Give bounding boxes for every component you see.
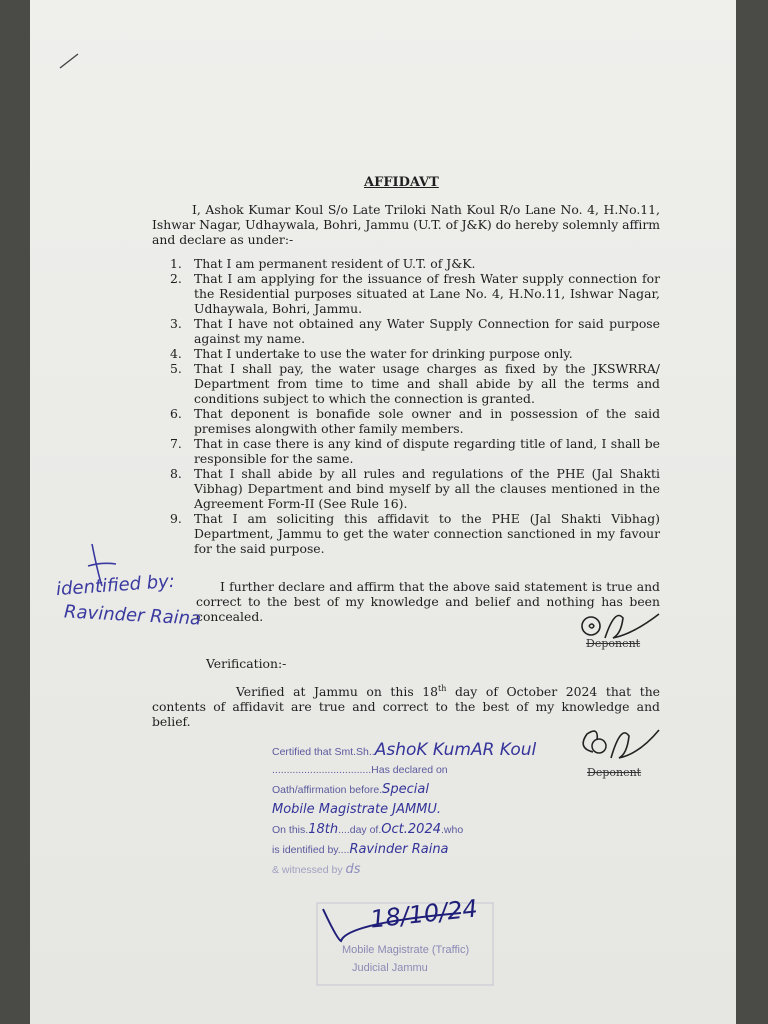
deponent-label-2: Deponent — [587, 766, 642, 779]
stamp-identified-row — [272, 840, 532, 860]
list-item — [170, 316, 660, 346]
certified-name-handwritten: AshoK KumAR Koul — [374, 740, 537, 760]
item-number: 3. — [170, 316, 182, 331]
declared-label: ..................................Has declared on — [272, 764, 448, 776]
witnessed-label: & witnessed by — [272, 864, 343, 876]
identified-label: is identified by.... — [272, 844, 350, 856]
item-text: That I am permanent resident of U.T. of J&K. — [194, 256, 476, 271]
margin-ravinder-signature: Ravinder Raina — [63, 601, 202, 630]
pen-mark — [58, 46, 88, 76]
item-text: That I am soliciting this affidavit to the PHE (Jal Shakti Vibhag) Department, Jammu to get the water connection sanctioned in my favour for the said purpose. — [194, 511, 660, 556]
list-item — [170, 346, 660, 361]
item-text: That I shall abide by all rules and regulations of the PHE (Jal Shakti Vibhag) Department and bind myself by all the clauses mentioned in the Agreement Form-II (See Rule 16). — [194, 466, 660, 511]
list-item — [170, 406, 660, 436]
further-declaration: I further declare and affirm that the above said statement is true and correct to the best of my knowledge and belief and nothing has been concealed. — [196, 579, 660, 624]
stamp-certified-row — [272, 740, 537, 760]
item-number: 4. — [170, 346, 182, 361]
verification-heading: Verification:- — [206, 656, 287, 671]
item-number: 7. — [170, 436, 182, 451]
month-handwritten: Oct — [381, 822, 404, 837]
affidavit-page — [30, 0, 736, 1024]
item-text: That deponent is bonafide sole owner and in possession of the said premises alongwith other family members. — [194, 406, 660, 436]
item-number: 5. — [170, 361, 182, 376]
year-handwritten: .2024 — [403, 822, 441, 837]
stamp-witnessed-row — [272, 860, 532, 880]
intro-paragraph: I, Ashok Kumar Koul S/o Late Triloki Nath Koul R/o Lane No. 4, H.No.11, Ishwar Nagar, Udhaywala, Bohri, Jammu (U.T. of J&K) do hereby solemnly affirm and declare as under:- — [152, 202, 660, 247]
certification-stamp — [272, 740, 537, 880]
on-this-label: On this. — [272, 824, 309, 836]
list-item — [170, 256, 660, 271]
stamp-oath-row-2 — [272, 800, 532, 820]
stamp-date-row — [272, 820, 532, 840]
seal-line-1: Mobile Magistrate (Traffic) — [342, 944, 470, 956]
item-number: 8. — [170, 466, 182, 481]
deponent-signature-2 — [575, 720, 665, 770]
list-item — [170, 511, 660, 556]
verified-text-end: day of October 2024 that the contents of affidavit are true and correct to the best of my knowledge and belief. — [152, 684, 661, 730]
declaration-list — [170, 256, 660, 556]
item-text: That I shall pay, the water usage charges as fixed by the JKSWRRA/ Department from time to time and shall abide by all the terms and conditions subject to which the connection is granted. — [194, 361, 660, 406]
verified-text-start: Verified at Jammu on this 18 — [236, 684, 439, 700]
item-number: 9. — [170, 511, 182, 526]
list-item — [170, 361, 660, 406]
item-number: 1. — [170, 256, 182, 271]
handwritten-date: 18/10/24 — [368, 894, 479, 934]
item-number: 6. — [170, 406, 182, 421]
item-text: That in case there is any kind of dispute regarding title of land, I shall be responsible for the same. — [194, 436, 660, 466]
witnessed-handwritten: ds — [345, 862, 361, 877]
certified-label: Certified that Smt.Sh.. — [272, 746, 375, 758]
day-of-label: ....day of. — [338, 824, 382, 836]
item-text: That I have not obtained any Water Supply Connection for said purpose against my name. — [194, 316, 660, 346]
stamp-oath-row — [272, 780, 532, 800]
day-handwritten: 18th — [308, 822, 339, 837]
list-item — [170, 271, 660, 316]
document-body — [30, 0, 736, 1024]
seal-line-2: Judicial Jammu — [352, 962, 428, 974]
verified-ordinal: th — [438, 684, 447, 693]
list-item — [170, 436, 660, 466]
item-number: 2. — [170, 271, 182, 286]
who-label: .who — [440, 824, 464, 836]
oath-handwritten-1: Special — [382, 782, 429, 797]
stamp-declared-row — [272, 760, 532, 780]
oath-label: Oath/affirmation before. — [272, 784, 383, 796]
oath-handwritten-2: Mobile Magistrate JAMMU. — [272, 802, 442, 817]
item-text: That I am applying for the issuance of fresh Water supply connection for the Residential purposes situated at Lane No. 4, H.No.11, Ishwar Nagar, Udhaywala, Bohri, Jammu. — [194, 271, 660, 316]
document-title: AFFIDAVT — [364, 175, 439, 190]
deponent-label-1: Deponent — [586, 637, 641, 650]
item-text: That I undertake to use the water for drinking purpose only. — [194, 346, 573, 361]
identified-handwritten: Ravinder Raina — [349, 842, 449, 857]
list-item — [170, 466, 660, 511]
margin-identified-by: identified by: — [55, 570, 176, 601]
